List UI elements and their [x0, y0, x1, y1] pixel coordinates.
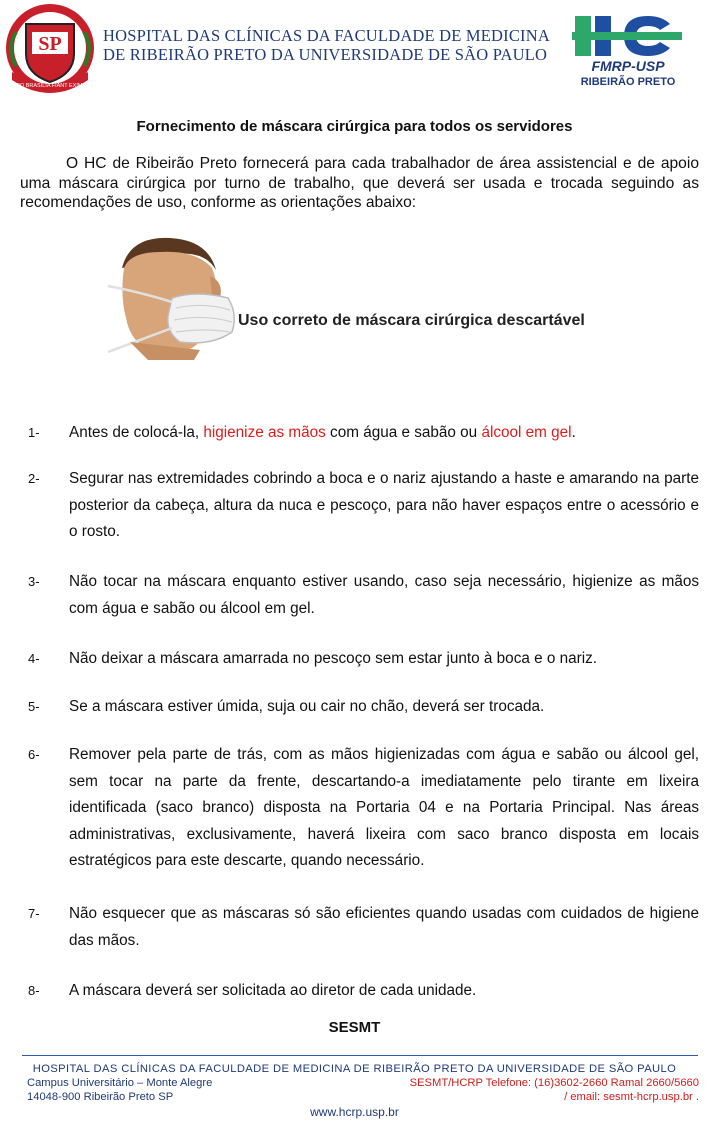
item-text: Não esquecer que as máscaras só são eficientes quando usadas com cuidados de higiene das mãos.	[69, 905, 699, 949]
footer-email: / email: sesmt-hcrp.usp.br .	[564, 1091, 699, 1103]
hospital-name	[103, 26, 558, 64]
list-item	[28, 466, 699, 546]
item-highlight: higienize as mãos	[203, 424, 326, 441]
item-text: A máscara deverá ser solicitada ao diretor de cada unidade.	[69, 982, 477, 999]
seal-motto: PRO BRASILIA FIANT EXIMIA	[12, 83, 88, 89]
sao-paulo-state-seal	[2, 2, 98, 98]
footer-website-link[interactable]: www.hcrp.usp.br	[310, 1105, 399, 1119]
item-text: Remover pela parte de trás, com as mãos higienizadas com água e sabão ou álcool gel, sem tocar na parte da frente, descartando-a imediatamente pelo tirante em lixeira identificada (saco branco) disposta na Portaria 04 e na Portaria Principal. Nas áreas administrativas, exclusivamente, haverá lixeira com saco branco disposta em locais estratégicos para este descarte, quando necessário.	[69, 746, 699, 869]
item-text: Não deixar a máscara amarrada no pescoço sem estar junto à boca e o nariz.	[69, 650, 598, 667]
footer-title: HOSPITAL DAS CLÍNICAS DA FACULDADE DE MEDICINA DE RIBEIRÃO PRETO DA UNIVERSIDADE DE SÃO PAULO	[32, 1063, 677, 1075]
item-number: 8-	[28, 983, 40, 998]
item-text-part: .	[571, 424, 576, 441]
item-text: Se a máscara estiver úmida, suja ou cair no chão, deverá ser trocada.	[69, 698, 545, 715]
page-header	[0, 0, 709, 105]
item-text: Segurar nas extremidades cobrindo a boca e o nariz ajustando a haste e amarando na parte posterior da cabeça, altura da nuca e pescoço, para não haver espaços entre o acessório e o rosto.	[69, 470, 699, 540]
item-text-part: Antes de colocá-la,	[69, 424, 204, 441]
list-item	[28, 742, 699, 875]
hospital-name-line1: HOSPITAL DAS CLÍNICAS DA FACULDADE DE MEDICINA	[103, 26, 550, 45]
document-title: Fornecimento de máscara cirúrgica para todos os servidores	[136, 118, 573, 135]
item-number: 1-	[28, 425, 40, 440]
intro-paragraph	[20, 154, 699, 213]
seal-letters: SP	[38, 33, 62, 55]
footer-divider	[22, 1055, 698, 1056]
item-number: 7-	[28, 906, 40, 921]
logo-subtitle: FMRP-USP	[591, 58, 665, 74]
figure-caption: Uso correto de máscara cirúrgica descartável	[238, 312, 585, 329]
item-number: 6-	[28, 747, 40, 762]
item-highlight: álcool em gel	[481, 424, 572, 441]
hospital-name-line2: DE RIBEIRÃO PRETO DA UNIVERSIDADE DE SÃO PAULO	[103, 45, 548, 64]
logo-city: RIBEIRÃO PRETO	[580, 76, 676, 88]
footer-phone: SESMT/HCRP Telefone: (16)3602-2660 Ramal 2660/5660	[409, 1077, 699, 1089]
list-item	[28, 420, 699, 447]
item-number: 2-	[28, 471, 40, 486]
item-number: 3-	[28, 574, 40, 589]
intro-text: O HC de Ribeirão Preto fornecerá para cada trabalhador de área assistencial e de apoio uma máscara cirúrgica por turno de trabalho, que deverá ser usada e trocada seguindo as recomendações de uso, conforme as orientações abaixo:	[20, 155, 699, 211]
item-number: 5-	[28, 699, 40, 714]
mask-illustration-head	[100, 232, 240, 362]
footer-address: Campus Universitário – Monte Alegre	[27, 1077, 213, 1089]
list-item	[28, 646, 699, 673]
footer-postal: 14048-900 Ribeirão Preto SP	[27, 1091, 174, 1103]
item-text-part: com água e sabão ou	[325, 424, 482, 441]
list-item	[28, 901, 699, 954]
item-text	[69, 420, 699, 447]
list-item	[28, 978, 699, 1005]
list-item	[28, 569, 699, 622]
signature: SESMT	[328, 1019, 381, 1036]
item-number: 4-	[28, 651, 40, 666]
list-item	[28, 694, 699, 721]
item-text: Não tocar na máscara enquanto estiver usando, caso seja necessário, higienize as mãos com água e sabão ou álcool em gel.	[69, 573, 699, 617]
